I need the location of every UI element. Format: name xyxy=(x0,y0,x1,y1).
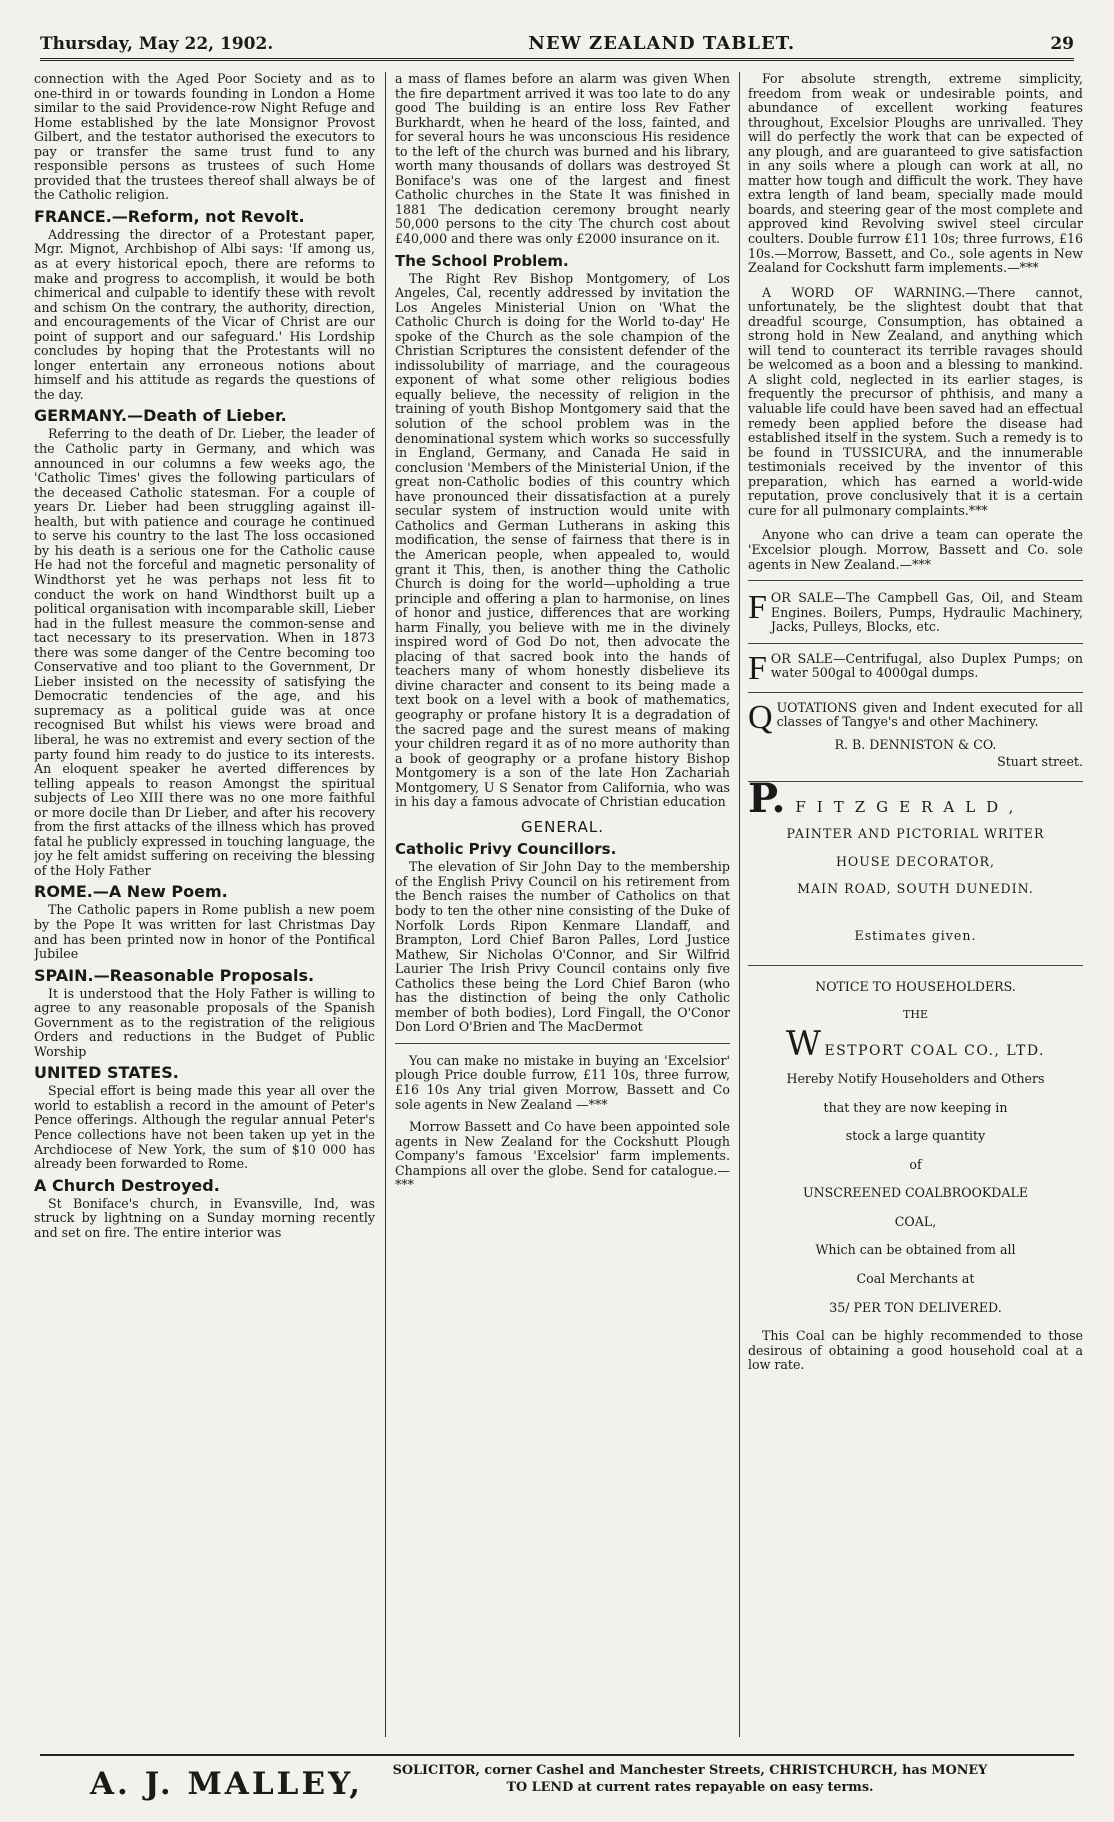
west-initial: W xyxy=(785,1023,823,1064)
west-line: COAL, xyxy=(894,1213,937,1229)
article-text: connection with the Aged Poor Society and as to one-third in or towards founding in London a Home similar to the said Providence-row Night Refuge and Home established by the late Monsignor Provost Gilbert, and the testator authorised the executors to pay or transfer the same trust fund to any responsible persons as trustees of such Home provided that the trustees thereof shall always be of the Catholic religion. xyxy=(34,72,375,203)
ad-text: Morrow Bassett and Co have been appointed sole agents in New Zealand for the Cockshutt Plough Company's famous 'Excelsior' farm implements. Champions all over the globe. Send for catalogue.—*** xyxy=(395,1119,730,1193)
article-heading: UNITED STATES. xyxy=(34,1063,179,1083)
header-page-number: 29 xyxy=(1050,34,1074,54)
ad-for-sale-engines xyxy=(748,591,1083,644)
fitz-line: MAIN ROAD, SOUTH DUNEDIN. xyxy=(797,881,1034,897)
west-line: 35/ PER TON DELIVERED. xyxy=(829,1299,1002,1315)
advertisement xyxy=(395,1043,730,1193)
west-line: that they are now keeping in xyxy=(823,1099,1008,1115)
ad-text: OR SALE—The Campbell Gas, Oil, and Steam Engines. Boilers, Pumps, Hydraulic Machinery, Jacks, Pulleys, Blocks, etc. xyxy=(770,590,1083,635)
article-text: a mass of flames before an alarm was given When the fire department arrived it was too late to do any good The building is an entire loss Rev Father Burkhardt, when he heard of the loss, fainted, and for several hours he was unconscious His residence to the left of the church was burned and his library, worth many thousands of dollars was destroyed St Boniface's was one of the largest and finest Catholic churches in the State It was finished in 1881 The dedication ceremony brought nearly 50,000 persons to the city The church cost about £40,000 and there was only £2000 insurance on it. xyxy=(395,72,730,247)
header-title: NEW ZEALAND TABLET. xyxy=(528,33,796,54)
column-divider xyxy=(739,72,740,1737)
footer-advertisement xyxy=(40,1754,1074,1806)
west-line: Coal Merchants at xyxy=(856,1270,975,1286)
notice-heading: NOTICE TO HOUSEHOLDERS. xyxy=(815,978,1016,994)
footer-line: SOLICITOR, corner Cashel and Manchester Streets, CHRISTCHURCH, has MONEY xyxy=(392,1763,988,1778)
drop-cap: F xyxy=(748,649,767,687)
column-1 xyxy=(34,72,375,1742)
column-3 xyxy=(748,72,1083,1742)
footer-text xyxy=(380,1762,1000,1796)
fitz-name: FITZGERALD, xyxy=(795,797,1025,816)
article-heading: ROME.—A New Poem. xyxy=(34,882,228,902)
article-text: It is understood that the Holy Father is willing to agree to any reasonable proposals of the Spanish Government as to the registration of the religious Orders and reductions in the Budget of Public Worship xyxy=(34,985,375,1059)
ad-text: For absolute strength, extreme simplicity, freedom from weak or undesirable points, and abundance of excellent working features throughout, Excelsior Ploughs are unrivalled. They will do perfectly the work that can be expected of any plough, and are guaranteed to give satisfaction in any soils where a plough can work at all, no matter how tough and difficult the work. They have extra length of land beam, specially made mould boards, and steering gear of the most complete and approved kind Revolving swivel steel circular coulters. Double furrow £11 10s; three furrows, £16 10s.—Morrow, Bassett, and Co., sole agents in New Zealand for Cockshutt farm implements.—*** xyxy=(748,72,1083,276)
footer-line: TO LEND at current rates repayable on easy terms. xyxy=(506,1780,874,1795)
article-text: The Catholic papers in Rome publish a new poem by the Pope It was written for last Christmas Day and has been printed now in honor of the Pontifical Jubilee xyxy=(34,902,375,962)
article-text: Special effort is being made this year all over the world to establish a record in the amount of Peter's Pence offerings. Although the regular annual Peter's Pence collections have not been taken up yet in the Archdiocese of New York, the sum of $10 000 has already been forwarded to Rome. xyxy=(34,1083,375,1172)
ad-quotations xyxy=(748,698,1083,782)
article-heading: SPAIN.—Reasonable Proposals. xyxy=(34,965,315,985)
ad-for-sale-pumps xyxy=(748,649,1083,693)
article-heading: A Church Destroyed. xyxy=(34,1175,220,1195)
article-text: Referring to the death of Dr. Lieber, the leader of the Catholic party in Germany, and which was announced in our columns a few weeks ago, the 'Catholic Times' gives the following particulars of the deceased Catholic statesman. For a couple of years Dr. Lieber had been struggling against ill-health, but with patience and courage he continued to serve his country to the last The loss occasioned by his death is a serious one for the Catholic cause He had not the forceful and magnetic personality of Windthorst yet he was perhaps not less fit to conduct the work on hand Windthorst built up a political organisation with incomparable skill, Lieber had in the fullest measure the common-sense and tact necessary to its preservation. When in 1873 there was some danger of the Centre becoming too Conservative and too pliant to the Government, Dr Lieber insisted on the necessity of satisfying the Democratic tendencies of the age, and his supremacy as a political guide was at once recognised But whilst his views were broad and liberal, he was no extremist and every section of the party found him ready to do justice to its interests. An eloquent speaker he averted differences by telling appeals to reason Amongst the spiritual subjects of Leo XIII there was no one more faithful or more docile than Dr Lieber, and after his recovery from the first attacks of the illness which has proved fatal he publicly expressed in touching language, the joy he felt amidst suffering on receiving the blessing of the Holy Father xyxy=(34,426,375,878)
header-date: Thursday, May 22, 1902. xyxy=(40,34,274,54)
article-text: The elevation of Sir John Day to the membership of the English Privy Council on his retirement from the Bench raises the number of Catholics on that body to ten the other nine consisting of the Duke of Norfolk Lords Ripon Kenmare Llandaff, and Brampton, Lord Chief Baron Palles, Lord Justice Mathew, Sir Nicholas O'Connor, and Sir Wilfrid Laurier The Irish Privy Council contains only five Catholics these being the Lord Chief Baron (who has the distinction of being the only Catholic member of both bodies), Lord Fingall, the O'Conor Don Lord O'Brien and The MacDermot xyxy=(395,859,730,1035)
drop-cap: F xyxy=(748,589,767,627)
column-divider xyxy=(385,72,386,1737)
article-heading: FRANCE.—Reform, not Revolt. xyxy=(34,206,305,226)
west-the: THE xyxy=(903,1008,928,1022)
fitz-line: PAINTER AND PICTORIAL WRITER xyxy=(786,826,1045,842)
ad-text: Anyone who can drive a team can operate the 'Excelsior plough. Morrow, Bassett and Co. sole agents in New Zealand.—*** xyxy=(748,527,1083,572)
west-line: of xyxy=(909,1156,922,1172)
west-line: Hereby Notify Householders and Others xyxy=(786,1071,1045,1087)
column-2 xyxy=(395,72,730,1742)
ad-text: OR SALE—Centrifugal, also Duplex Pumps; on water 500gal to 4000gal dumps. xyxy=(770,650,1083,681)
ad-fitzgerald xyxy=(748,774,1083,966)
west-line: UNSCREENED COALBROOKDALE xyxy=(802,1185,1029,1201)
section-heading: GENERAL. xyxy=(521,817,604,836)
fitz-estimates: Estimates given. xyxy=(854,927,977,943)
ad-text: UOTATIONS given and Indent executed for all classes of Tangye's and other Machinery. xyxy=(776,699,1083,730)
ad-text: A WORD OF WARNING.—There cannot, unfortunately, be the slightest doubt that that dreadful scourge, Consumption, has obtained a strong hold in New Zealand, and anything which will tend to counteract its terrible ravages should be welcomed as a boon and a blessing to mankind. A slight cold, neglected in its earlier stages, is frequently the precursor of phthisis, and many a valuable life could have been saved had an effectual remedy been applied before the disease had established itself in the system. Such a remedy is to be found in TUSSICURA, and the innumerable testimonials received by the inventor of this preparation, which has earned a world-wide reputation, prove conclusively that it is a certain cure for all pulmonary complaints.*** xyxy=(748,284,1083,518)
west-recommend: This Coal can be highly recommended to those desirous of obtaining a good household coal at a low rate. xyxy=(748,1328,1083,1373)
fitz-initial: P. xyxy=(748,774,786,822)
ad-westport-coal xyxy=(748,980,1083,1373)
west-line: Which can be obtained from all xyxy=(815,1242,1016,1258)
article-text: Addressing the director of a Protestant paper, Mgr. Mignot, Archbishop of Albi says: 'If among us, as at every historical epoch, there are reforms to make and progress to accomplish, it would be both chimerical and culpable to identify these with revolt and schism On the contrary, the authority, direction, and encouragements of the Vicar of Christ are our point of support and our safeguard.' His Lordship concludes by hoping that the Protestants will no longer entertain any erroneous notions about himself and his attitude as regards the questions of the day. xyxy=(34,226,375,402)
article-heading: GERMANY.—Death of Lieber. xyxy=(34,406,287,426)
article-text: The Right Rev Bishop Montgomery, of Los Angeles, Cal, recently addressed by invitation the Los Angeles Ministerial Union on 'What the Catholic Church is doing for the World to-day' He spoke of the Church as the sole champion of the Christian Scriptures the consistent defender of the indissolubility of marriage, and the courageous exponent of what some other religious bodies equally believe, the necessity of religion in the training of youth Bishop Montgomery said that the solution of the school problem was in the denominational system which works so successfully in England, Germany, and Canada He said in conclusion 'Members of the Ministerial Union, if the great non-Catholic bodies of this country which have pronounced their dissatisfaction at a purely secular system of instruction would unite with Catholics and German Lutherans in asking this modification, the sense of fairness that there is in the American people, when appealed to, would grant it This, then, is another thing the Catholic Church is doing for the world—upholding a true principle and offering a plan to harmonise, on lines of honor and justice, differences that are working harm Finally, you believe with me in the divinely inspired word of God Do not, then advocate the placing of that sacred book into the hands of teachers many of whom honestly disbelieve its divine character and consent to its being made a text book on a level with a book of mathematics, geography or profane history It is a degradation of the sacred page and the surest means of making your children regard it as of no more authority than a book of geography or a profane history Bishop Montgomery is a son of the late Hon Zachariah Montgomery, U S Senator from California, who was in his day a famous advocate of Christian education xyxy=(395,270,730,810)
footer-name: A. J. MALLEY, xyxy=(90,1766,363,1802)
ad-address: Stuart street. xyxy=(997,754,1083,770)
article-heading: Catholic Privy Councillors. xyxy=(395,840,617,859)
ad-signature: R. B. DENNISTON & CO. xyxy=(834,736,997,752)
advertisement xyxy=(748,580,1083,782)
article-heading: The School Problem. xyxy=(395,251,569,270)
west-name: ESTPORT COAL CO., LTD. xyxy=(824,1042,1046,1059)
drop-cap: Q xyxy=(748,698,773,736)
page-header xyxy=(40,24,1074,61)
ad-text: You can make no mistake in buying an 'Excelsior' plough Price double furrow, £11 10s, three furrow, £16 10s Any trial given Morrow, Bassett and Co sole agents in New Zealand —*** xyxy=(395,1052,730,1112)
article-text: St Boniface's church, in Evansville, Ind, was struck by lightning on a Sunday morning recently and set on fire. The entire interior was xyxy=(34,1195,375,1240)
west-line: stock a large quantity xyxy=(845,1128,986,1144)
fitz-line: HOUSE DECORATOR, xyxy=(835,853,996,869)
